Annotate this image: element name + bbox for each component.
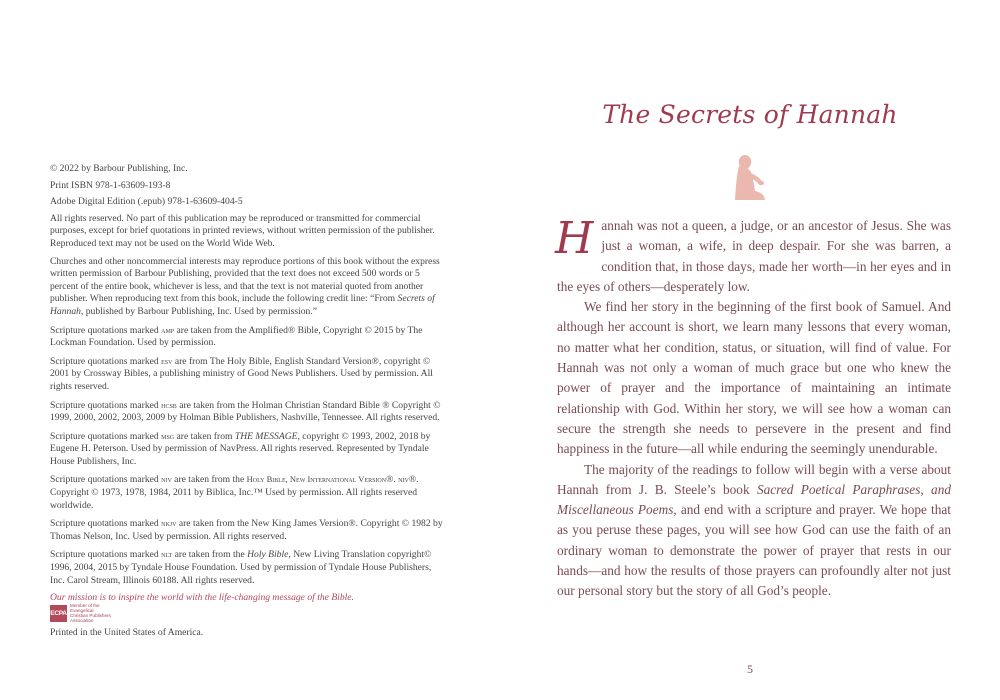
credit-text: Scripture quotations marked xyxy=(50,549,162,561)
credit-text: are from The Holy Bible, English Standard Version®, copyright © 2001 by Crossway Bibles, a publishing ministry of Good News Publishers. Used by permission. All rights reserved. xyxy=(50,355,433,392)
credit-text: Scripture quotations marked xyxy=(50,324,162,336)
version-title: THE MESSAGE xyxy=(234,430,298,442)
credit-text: are taken from xyxy=(174,430,235,442)
credit-text: , copyright © 1993, 2002, 2018 by Eugene H. Peterson. Used by permission of NavPress. All rights reserved. Represented by Tyndale House Publishers, Inc. xyxy=(50,430,431,467)
chapter-body xyxy=(555,213,951,602)
paragraph-3-text-end: , and end with a scripture and prayer. We hope that as you peruse these pages, you will see how God can use the faith of an ordinary woman to demonstrate the power of prayer that rests in our hands—and how the results of those prayers can profoundly alter not just our personal story but the story of all God’s people. xyxy=(557,502,951,599)
rights-reserved-notice: All rights reserved. No part of this publication may be reproduced or transmitted for commercial purposes, except for brief quotations in printed reviews, without written permission of the publisher. Reproduced text may not be used on the World Wide Web. xyxy=(50,212,435,249)
mission-statement: Our mission is to inspire the world with the life-changing message of the Bible. xyxy=(50,592,354,604)
paragraph-1-text: annah was not a queen, a judge, or an ancestor of Jesus. She was just a woman, a wife, in deep despair. For she was barren, a condition that, in those days, made her worth—in her eyes and in the eyes of others—desperately low. xyxy=(557,218,951,294)
noncommercial-text: Churches and other noncommercial interests may reproduce portions of this book without the express written permission of Barbour Publishing, provided that the text does not exceed 500 words or 5 percent of the entire book, whichever is less, and that the text is not material quoted from another publisher. When reproducing text from this book, include the following credit line: “From xyxy=(50,255,440,305)
nlt-credit xyxy=(50,548,445,587)
version-abbr: nlt xyxy=(161,549,173,560)
page-number: 5 xyxy=(747,662,753,676)
version-title: Holy Bible, New International Version xyxy=(246,474,387,485)
copyright-notice: © 2022 by Barbour Publishing, Inc. xyxy=(50,163,188,174)
credit-text: Scripture quotations marked xyxy=(50,355,162,367)
credit-text: ®. xyxy=(386,474,399,486)
ecpa-mark: ECPA xyxy=(50,605,67,622)
print-isbn: Print ISBN 978-1-63609-193-8 xyxy=(50,179,171,191)
ecpa-member-text: Member of the Evangelical Christian Publishers Association xyxy=(70,603,111,623)
credit-text: Scripture quotations marked xyxy=(50,474,162,486)
version-abbr: niv xyxy=(398,474,409,485)
chapter-page xyxy=(500,0,1000,700)
credit-text: Scripture quotations marked xyxy=(50,430,162,442)
credit-text: are taken from the Holman Christian Standard Bible ® Copyright © 1999, 2000, 2002, 2003, 2009 by Holman Bible Publishers, Nashville, Tennessee. All rights reserved. xyxy=(50,399,441,424)
version-abbr: msg xyxy=(161,430,175,441)
epub-isbn: Adobe Digital Edition (.epub) 978-1-63609-404-5 xyxy=(50,196,243,208)
paragraph-3 xyxy=(557,460,951,602)
version-abbr: niv xyxy=(161,474,172,485)
paragraph-2: We find her story in the beginning of the first book of Samuel. And although her account is short, we learn many lessons that every woman, no matter what her condition, status, or situation, will find of value. For Hannah was not only a woman of much grace but one who knew the power of prayer and the importance of maintaining an intimate relationship with God. Within her story, we will see how a woman can secure the strength she needs to persevere in the present and find happiness in the future—all while enduring the seemingly unendurable. xyxy=(557,299,951,457)
version-abbr: esv xyxy=(161,355,173,366)
drop-cap: H xyxy=(555,213,594,264)
chapter-title: The Secrets of Hannah xyxy=(602,100,898,129)
nkjv-credit xyxy=(50,517,445,543)
book-title: Sacred Poetical Paraphrases, and Miscellaneous Poems xyxy=(557,481,951,518)
credit-text: Scripture quotations marked xyxy=(50,399,162,411)
credit-text: , New Living Translation copyright© 1996, 2004, 2015 by Tyndale House Foundation. Used by permission of Tyndale House Publishers, Inc. Carol Stream, Illinois 60188. All rights reserved. xyxy=(50,549,432,586)
noncommercial-book-title: Secrets of Hannah xyxy=(50,293,435,317)
praying-woman-icon xyxy=(730,154,770,202)
paragraph-3-text: The majority of the readings to follow will begin with a verse about Hannah from J. B. Steele’s book xyxy=(557,461,951,497)
esv-credit xyxy=(50,355,445,394)
noncommercial-use-notice xyxy=(50,256,445,319)
credit-text: are taken from the xyxy=(172,549,248,561)
credit-text: are taken from the Amplified® Bible, Copyright © 2015 by The Lockman Foundation. Used by permission. xyxy=(50,324,423,349)
credit-text: ®. Copyright © 1973, 1978, 1984, 2011 by Biblica, Inc.™ Used by permission. All rights reserved worldwide. xyxy=(50,474,419,511)
version-abbr: nkjv xyxy=(161,518,177,529)
msg-credit xyxy=(50,430,445,469)
version-title: Holy Bible xyxy=(247,549,289,561)
paragraph-1 xyxy=(555,213,951,297)
amp-credit xyxy=(50,324,445,350)
version-abbr: hcsb xyxy=(161,399,177,410)
version-abbr: amp xyxy=(161,324,175,335)
printed-in-notice: Printed in the United States of America. xyxy=(50,627,204,638)
copyright-block xyxy=(50,163,445,610)
credit-text: are taken from the New King James Version®. Copyright © 1982 by Thomas Nelson, Inc. Used by permission. All rights reserved. xyxy=(50,518,443,542)
niv-credit xyxy=(50,473,445,512)
hcsb-credit xyxy=(50,399,445,425)
ecpa-logo-icon xyxy=(50,603,112,623)
noncommercial-text-end: , published by Barbour Publishing, Inc. Used by permission.” xyxy=(80,305,318,317)
credit-text: are taken from the xyxy=(171,474,247,486)
credit-text: Scripture quotations marked xyxy=(50,518,162,530)
